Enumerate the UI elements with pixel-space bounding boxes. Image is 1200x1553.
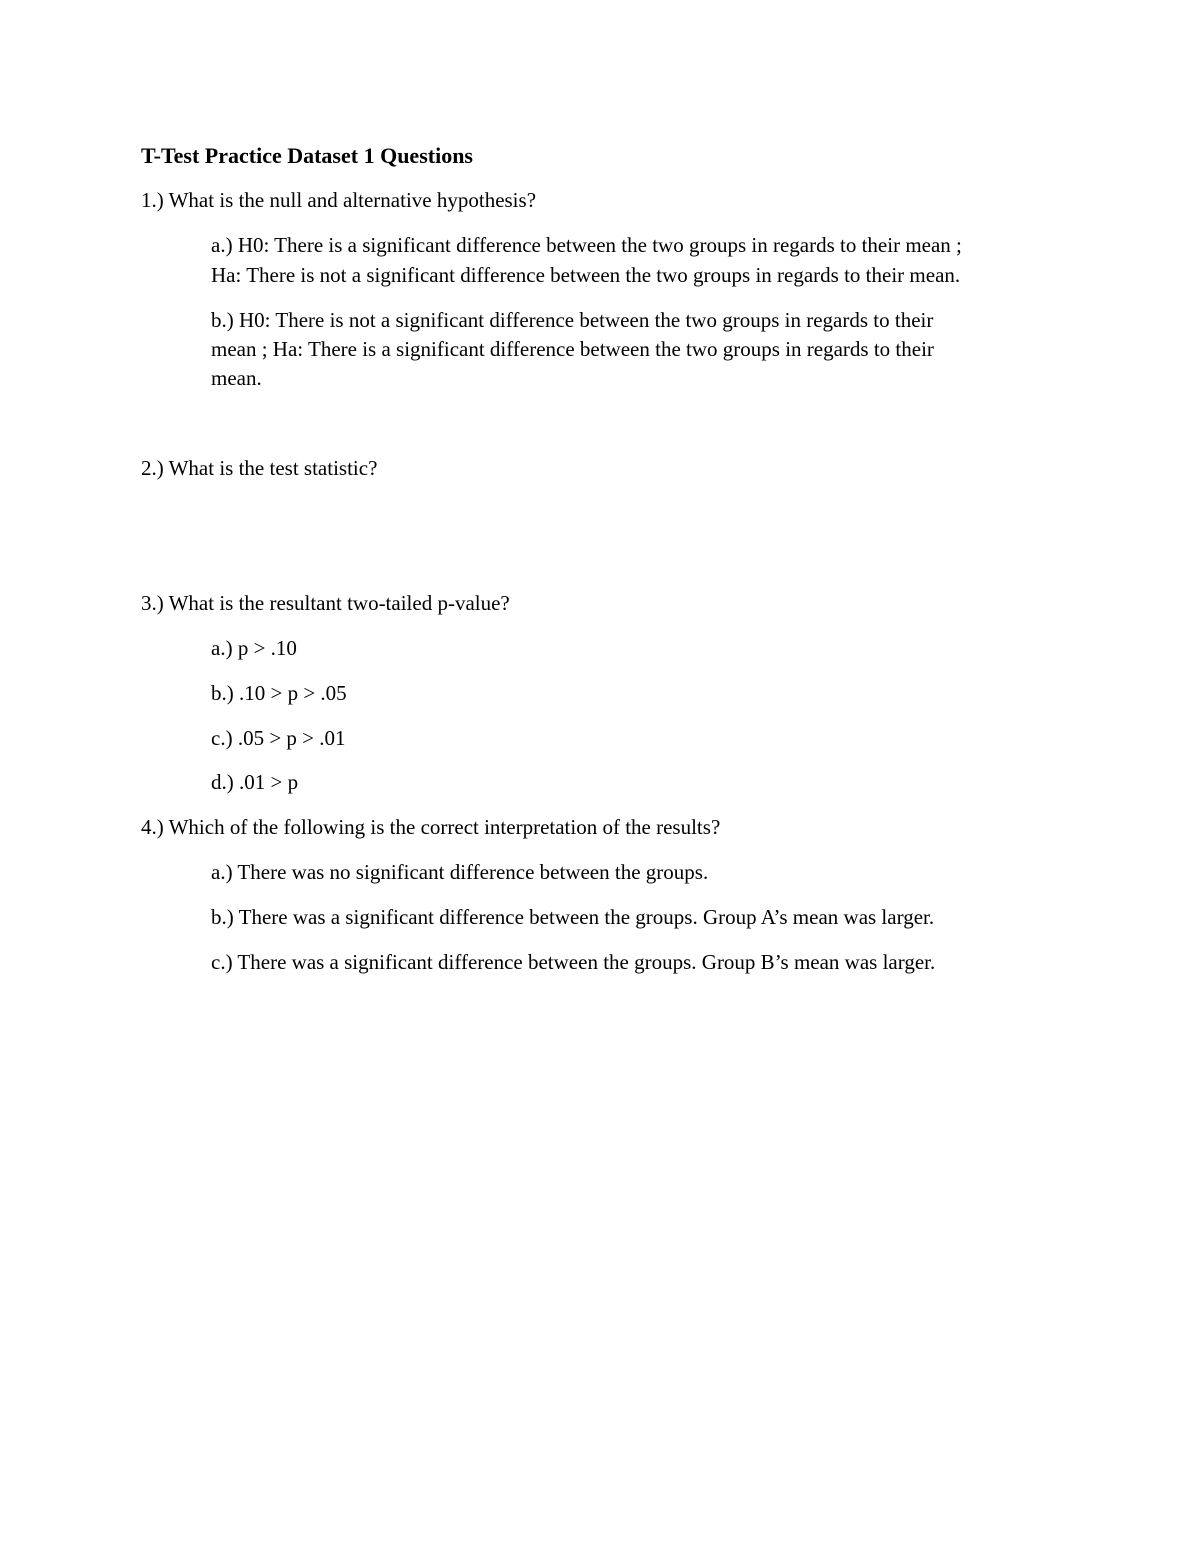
question-1: 1.) What is the null and alternative hypothesis? bbox=[141, 188, 537, 212]
question-1-option-b-line-3: mean. bbox=[211, 366, 262, 390]
question-3-option-c: c.) .05 > p > .01 bbox=[211, 726, 346, 750]
document-title: T-Test Practice Dataset 1 Questions bbox=[141, 143, 473, 168]
question-1-option-a-line-1: a.) H0: There is a significant difference between the two groups in regards to their mean ; bbox=[211, 233, 962, 257]
question-3-option-d: d.) .01 > p bbox=[211, 770, 299, 794]
question-4-option-a: a.) There was no significant difference between the groups. bbox=[211, 860, 709, 884]
question-4-option-c: c.) There was a significant difference between the groups. Group B’s mean was larger. bbox=[211, 950, 936, 974]
question-4: 4.) Which of the following is the correct interpretation of the results? bbox=[141, 815, 721, 839]
question-1-option-b-line-1: b.) H0: There is not a significant difference between the two groups in regards to their bbox=[211, 308, 934, 332]
question-3-option-a: a.) p > .10 bbox=[211, 636, 297, 660]
question-3-option-b: b.) .10 > p > .05 bbox=[211, 681, 347, 705]
question-2: 2.) What is the test statistic? bbox=[141, 456, 378, 480]
question-1-option-b-line-2: mean ; Ha: There is a significant difference between the two groups in regards to their bbox=[211, 337, 934, 361]
question-3: 3.) What is the resultant two-tailed p-value? bbox=[141, 591, 510, 615]
question-1-option-a-line-2: Ha: There is not a significant difference between the two groups in regards to their mean. bbox=[211, 263, 961, 287]
question-4-option-b: b.) There was a significant difference between the groups. Group A’s mean was larger. bbox=[211, 905, 935, 929]
